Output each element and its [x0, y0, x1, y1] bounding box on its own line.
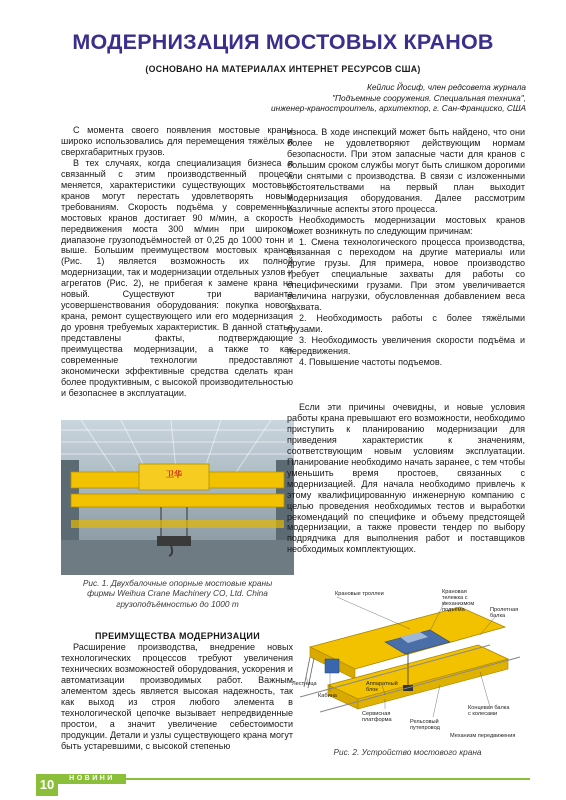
- article-title: МОДЕРНИЗАЦИЯ МОСТОВЫХ КРАНОВ: [72, 30, 494, 54]
- crane-photo: [61, 420, 294, 575]
- paragraph: износа. В ходе инспекций может быть найдено, что они более не удовлетворяют действующим нормам безопасности. При этом запасные части для кранов с большим сроком службы могут быть слишком дорогими или снятыми с производства. В связи с изложенными обстоятельствами на первый план выходит модернизация оборудования. Далее рассмотрим различные аспекты этого процесса.: [287, 127, 525, 214]
- page-number: 10: [36, 774, 58, 796]
- author-byline: [146, 82, 526, 114]
- figure1-caption: [61, 578, 294, 609]
- caption-line: фирмы Weihua Crane Machinery CO, Ltd. China: [87, 588, 268, 599]
- right-column-text: [287, 127, 525, 368]
- crane-structure-diagram: [290, 587, 525, 745]
- label-ladder: Лестница: [292, 681, 317, 687]
- list-item: 3. Необходимость увеличения скорости подъёма и передвижения.: [287, 335, 525, 357]
- list-item: 1. Смена технологического процесса производства, связанная с переходом на другие материалы или другие грузы. Для примера, новое производство требует специальные захваты для работы со специфическими грузами. При этом увеличивается величина нагрузки, обусловленная добавлением веса захвата.: [287, 236, 525, 313]
- byline-line: Кейлис Йосиф, член редсовета журнала: [366, 82, 526, 92]
- footer-rule: [126, 778, 530, 780]
- list-item: 2. Необходимость работы с более тяжёлыми грузами.: [287, 313, 525, 335]
- section-heading: ПРЕИМУЩЕСТВА МОДЕРНИЗАЦИИ: [95, 631, 260, 641]
- byline-line: "Подъемные сооружения. Специальная техника",: [332, 92, 526, 103]
- label-apparatus: Аппаратный блок: [366, 681, 398, 693]
- paragraph: Необходимость модернизации мостовых кранов может возникнуть по следующим причинам:: [287, 214, 525, 236]
- section-label: НОВИНИ: [58, 774, 126, 784]
- label-cabin: Кабина: [318, 693, 337, 699]
- paragraph: Если эти причины очевидны, и новые условия работы крана превышают его возможности, необходимо приступить к планированию модернизации для приведения характеристик к значениям, соответствующим новым условиям эксплуатации. Планирование необходимо начать заранее, с тем чтобы уменьшить время простоев, связанных с модернизацией. Для начала необходимо привлечь к этому квалифицированную инженерную компанию с целью проведения необходимых тестов и выработки рекомендаций по специфике и объему предстоящей модернизации, а также провести тендер по выбору подрядчика для выполнения работ и поставщиков необходимых комплектующих.: [287, 402, 525, 555]
- left-column-text: [61, 125, 293, 399]
- label-travel-mech: Механизм передвижения: [450, 733, 516, 739]
- crane-photo-illustration: [61, 420, 294, 575]
- paragraph: С момента своего появления мостовые краны широко использовались для перемещения тяжёлых и сверхгабаритных грузов.: [61, 125, 293, 157]
- label-cart: Крановая тележка с механизмом подъёма: [442, 589, 475, 613]
- caption-line: грузоподъёмностью до 1000 т: [116, 598, 239, 609]
- list-item: 4. Повышение частоты подъемов.: [299, 357, 443, 368]
- label-end-beam: Концевая балка с колесами: [468, 705, 510, 717]
- paragraph: Расширение производства, внедрение новых технологических процессов требуют увеличения технических возможностей оборудования, ускорения и автоматизации производимых работ. Важным элементом здесь является высокая надежность, так как выход из строя любого элемента в технологической цепочке вызывает непредвиденные простои, а значит увеличение себестоимости продукции. Детали и узлы существующего крана могут быть устаревшими, с высокой степенью: [61, 642, 293, 751]
- label-rail: Рельсовый путепровод: [410, 719, 440, 731]
- crane-brand-lettering: 卫华: [166, 470, 182, 479]
- byline-line: инженер-краностроитель, архитектор, г. Сан-Франциско, США: [271, 103, 526, 114]
- figure2-caption: Рис. 2. Устройство мостового крана: [333, 747, 482, 757]
- paragraph: В тех случаях, когда специализация бизнеса и связанный с этим производственный процесс меняется, характеристики существующих мостовых кранов могут перестать удовлетворять новым требованиям. Скорость подъёма у современных мостовых кранов достигает 90 м/мин, а скорость передвижения моста 300 м/мин при широком диапазоне грузоподъёмностей от 0,25 до 1000 тонн и выше. Большим преимуществом мостовых кранов (Рис. 1) является возможность их полной модернизации, так и модернизации отдельных узлов и агрегатов (Рис. 2), не прибегая к замене крана на новый. Существуют три варианта усовершенствования оборудования: покупка нового крана, ремонт существующего или его модернизация до уровня требуемых характеристик. В данной статье представлены факты, подтверждающие преимущества модернизации, а также то как современные технологии предоставляют экономически эффективные средства сделать кран более продуктивным, с высокой производительностью и безопаснее в эксплуатации.: [61, 157, 293, 398]
- label-span-beam: Пролетная балка: [490, 607, 519, 619]
- advantages-text: [61, 642, 293, 752]
- caption-line: Рис. 1. Двухбалочные опорные мостовые краны: [82, 578, 273, 588]
- label-service-platform: Сервисная платформа: [362, 711, 392, 723]
- article-subtitle: (ОСНОВАНО НА МАТЕРИАЛАХ ИНТЕРНЕТ РЕСУРСОВ США): [145, 64, 421, 74]
- label-trolley: Крановые троллеи: [335, 591, 384, 597]
- right-column-text-2: [287, 402, 525, 555]
